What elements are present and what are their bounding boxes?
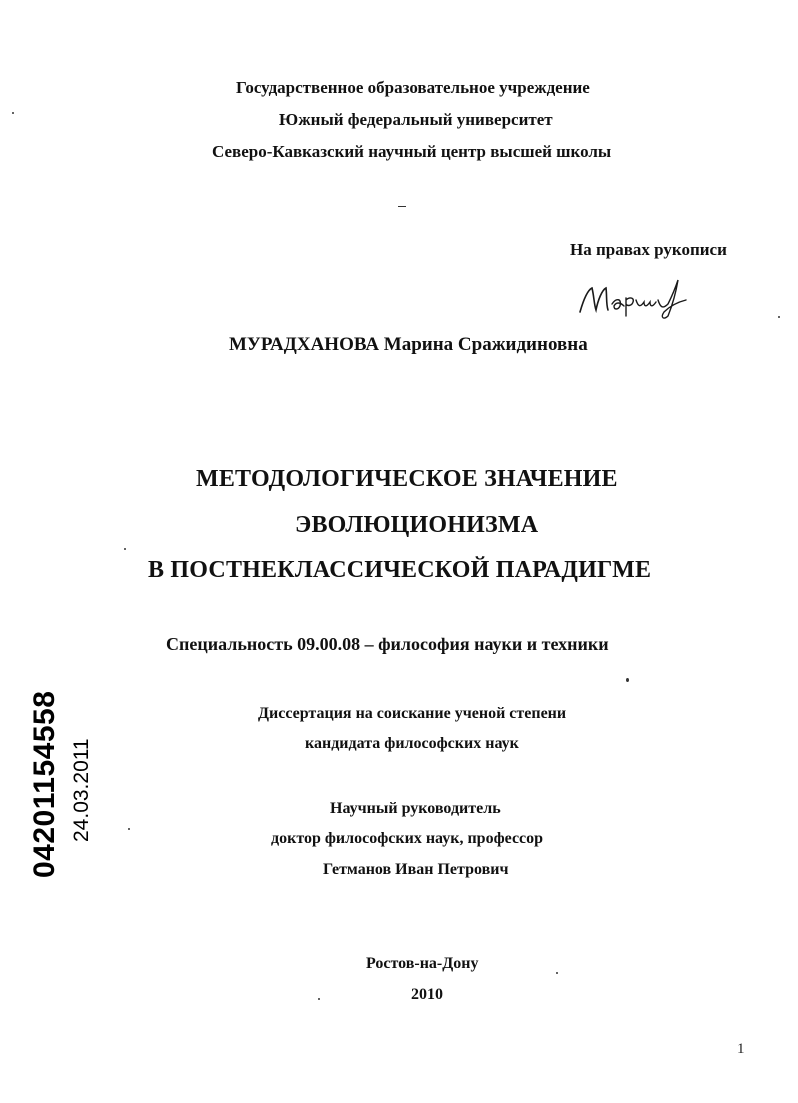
dissertation-line-2: кандидата философских наук [305,735,519,752]
handwritten-signature [574,276,694,322]
year: 2010 [411,986,443,1003]
scan-speck [318,998,320,1000]
institution-line-3: Северо-Кавказский научный центр высшей школы [212,142,612,161]
separator-mark [398,206,406,207]
scan-speck [556,972,558,974]
scan-speck [128,828,130,830]
supervisor-name: Гетманов Иван Петрович [323,861,509,878]
city: Ростов-на-Дону [366,955,479,972]
thesis-title-line-1: МЕТОДОЛОГИЧЕСКОЕ ЗНАЧЕНИЕ [196,466,618,492]
rights-label: На правах рукописи [570,240,727,259]
supervisor-label: Научный руководитель [330,800,501,817]
scan-speck [12,112,14,114]
institution-line-1: Государственное образовательное учреждение [236,78,590,97]
supervisor-degree: доктор философских наук, профессор [271,830,544,847]
author-name: МУРАДХАНОВА Марина Сражидиновна [229,334,588,355]
specialty: Специальность 09.00.08 – философия науки и техники [166,634,609,654]
scan-speck [124,548,126,550]
dissertation-line-1: Диссертация на соискание ученой степени [258,705,567,722]
scan-speck [626,678,629,682]
thesis-title-line-3: В ПОСТНЕКЛАССИЧЕСКОЙ ПАРАДИГМЕ [148,557,652,583]
thesis-title-line-2: ЭВОЛЮЦИОНИЗМА [295,512,539,538]
page-number: 1 [737,1041,745,1057]
scan-speck [778,316,780,318]
library-stamp-date: 24.03.2011 [70,738,93,842]
library-stamp-number: 04201154558 [28,690,61,878]
institution-line-2: Южный федеральный университет [279,110,553,129]
